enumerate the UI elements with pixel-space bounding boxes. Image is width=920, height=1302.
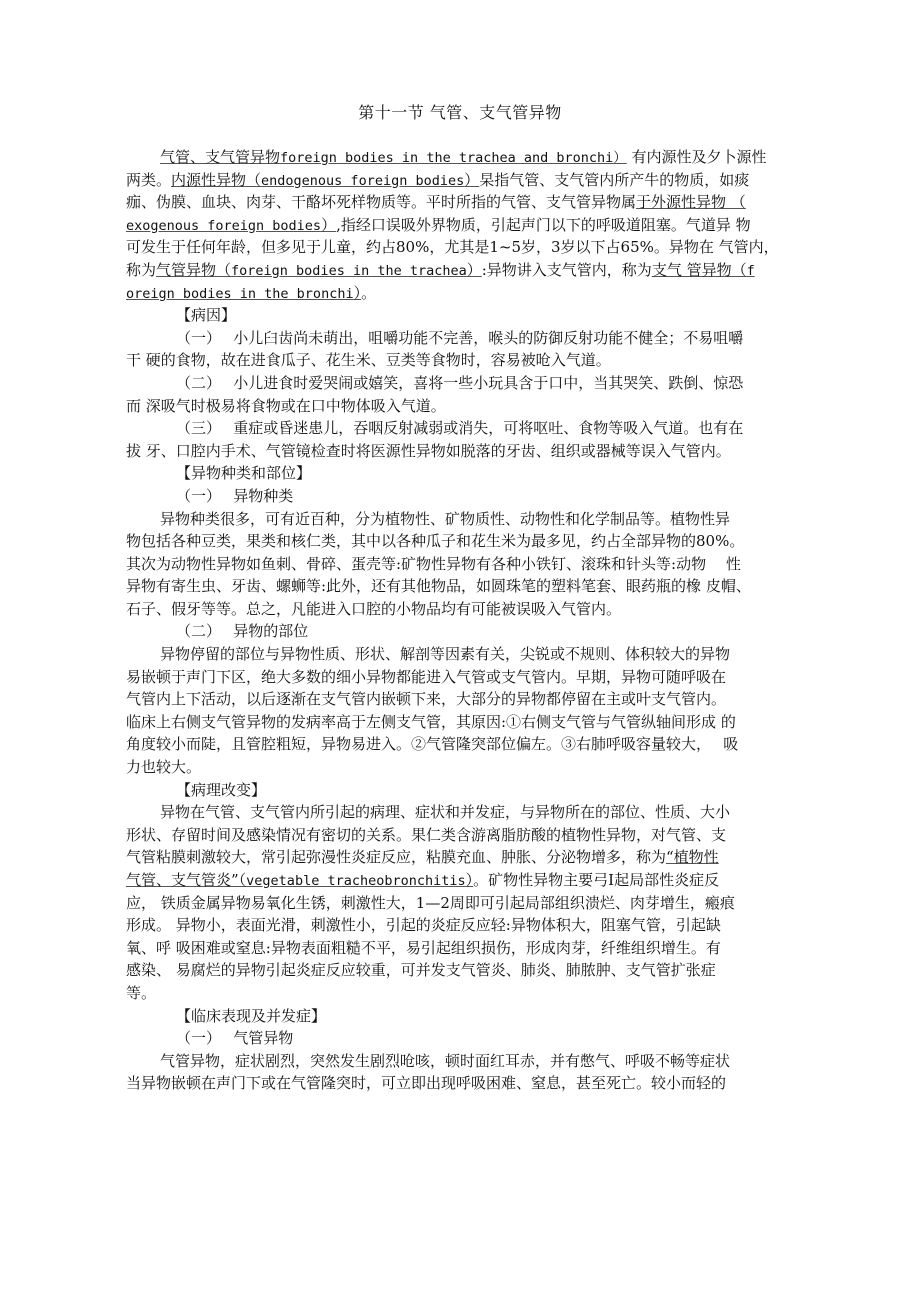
- text-line: [126, 417, 802, 440]
- text-run: 异物种类很多，可有近百种，分为植物性、矿物质性、动物性和化学制品等。植物性异: [160, 509, 731, 528]
- text-line: [126, 462, 802, 485]
- underlined-term: endogenous foreign bodies: [261, 172, 465, 189]
- text-run: 气管异物，症状剧烈，突然发生剧烈呛咳，顿时面红耳赤，并有憋气、呼吸不畅等症状: [160, 1051, 731, 1070]
- text-line: [126, 869, 802, 892]
- text-run: 气管粘膜刺激较大，常引起弥漫性炎症反应，粘膜充血、肿胀、分泌物增多，称为: [126, 848, 667, 867]
- text-run: 干 硬的食物，故在进食瓜子、花生米、豆类等食物时，容易被呛入气道。: [126, 351, 611, 370]
- text-run: （二） 异物的部位: [176, 622, 309, 641]
- text-line: [126, 779, 802, 802]
- text-run: （二） 小儿进食时爱哭闹或嬉笑，喜将一些小玩具含于口中，当其哭笑、跌倒、惊恐: [176, 373, 744, 392]
- text-line: [126, 982, 802, 1005]
- text-run: 称为: [126, 260, 157, 279]
- text-line: [126, 1027, 802, 1050]
- underlined-term: oreign bodies in the bronchi: [126, 285, 354, 302]
- text-run: 临床上右侧支气管异物的发病率高于左侧支气管，其原因:①右侧支气管与气管纵轴间形成 的: [126, 712, 736, 731]
- document-body: [126, 146, 802, 1095]
- underlined-term: ）: [353, 283, 362, 302]
- text-run: 异物停留的部位与异物性质、形状、解剖等因素有关，尖锐或不规则、体积较大的异物: [160, 645, 731, 664]
- text-line: [126, 711, 802, 734]
- underlined-term: f: [746, 262, 755, 279]
- text-run: 痂、伪膜、血块、肉芽、干酪坏死样物质等。平时所指的气管、支气管异物属: [126, 193, 637, 212]
- text-run: 物包括各种豆类，果类和核仁类，其中以各种瓜子和花生米为最多见，约占全部异物的80%。: [126, 532, 745, 551]
- text-run: 杲指气管、支气管内所产牛的物质，如痰: [479, 170, 750, 189]
- text-line: [126, 485, 802, 508]
- underlined-term: 内源性异物（: [171, 170, 262, 189]
- underlined-term: vegetable tracheobronchitis: [246, 873, 466, 889]
- text-line: [126, 937, 802, 960]
- text-run: 应， 铁质金属异物易氧化生锈，刺激性大，1—2周即可引起局部组织溃烂、肉芽增生，瘢痕: [126, 893, 735, 912]
- text-line: [126, 553, 802, 576]
- text-line: [126, 259, 802, 282]
- text-line: [126, 846, 802, 869]
- text-line: [126, 214, 802, 237]
- text-line: [126, 598, 802, 621]
- text-line: [126, 1050, 802, 1073]
- text-line: [126, 666, 802, 689]
- text-line: [126, 620, 802, 643]
- underlined-term: exogenous foreign bodies: [126, 217, 322, 234]
- text-line: [126, 191, 802, 214]
- underlined-term: foreign bodies in the trachea and bronchi）: [280, 150, 627, 166]
- text-line: [126, 892, 802, 915]
- text-run: （一） 气管异物: [176, 1029, 294, 1048]
- underlined-term: ）: [465, 871, 474, 889]
- underlined-term: 气管、支气管炎”（: [126, 871, 247, 889]
- text-line: [126, 508, 802, 531]
- text-run: 石子、假牙等等。总之，凡能进入口腔的小物品均有可能被误吸入气管内。: [126, 599, 622, 618]
- text-run: （一） 异物种类: [176, 486, 294, 505]
- text-run: :异物讲入支气管内，称为: [481, 260, 652, 279]
- text-line: [126, 756, 802, 779]
- underlined-term: ）: [466, 260, 482, 279]
- text-line: [126, 1072, 802, 1095]
- text-run: 易嵌顿于声门下区，绝大多数的细小异物都能进入气管或支气管内。早期，异物可随呼吸在: [126, 667, 727, 686]
- text-run: 有内源性及夕卜源性: [626, 148, 767, 166]
- text-line: [126, 236, 802, 259]
- text-run: 其次为动物性异物如鱼刺、骨碎、蛋壳等:矿物性异物有各种小铁钉、滚珠和针头等:动物 性: [126, 554, 741, 573]
- underlined-term: 气管、支气管异物: [160, 148, 281, 166]
- text-run: 形成。 异物小，表面光滑，刺激性小，引起的炎症反应轻:异物体积大，阻塞气管，引起缺: [126, 916, 721, 935]
- text-line: [126, 824, 802, 847]
- text-run: 可发生于任何年龄，但多见于儿童，约占80%，尤其是1~5岁，3岁以下占65%。异物在 气管内，: [126, 238, 779, 257]
- text-line: [126, 530, 802, 553]
- text-run: 【异物种类和部位】: [176, 464, 312, 483]
- text-run: （三） 重症或昏迷患儿，吞咽反射减弱或消失，可将呕吐、食物等吸入气道。也有在: [176, 419, 744, 438]
- text-line: [126, 395, 802, 418]
- text-run: 而 深吸气时极易将食物或在口中物体吸入气道。: [126, 396, 446, 415]
- text-line: [126, 169, 802, 192]
- underlined-term: ）: [464, 170, 480, 189]
- text-run: 等。: [126, 983, 157, 1002]
- text-line: [126, 282, 802, 305]
- text-line: [126, 959, 802, 982]
- text-run: 。矿物性异物主要弓I起局部性炎症反: [473, 871, 720, 889]
- text-run: 当异物嵌顿在声门下或在气管隆突时，可立即出现呼吸困难、窒息，甚至死亡。较小而轻的: [126, 1074, 727, 1093]
- text-run: 拔 牙、口腔内手术、气管镜检查时将医源性异物如脱落的牙齿、组织或器械等误入气管内。: [126, 441, 731, 460]
- text-line: [126, 914, 802, 937]
- text-run: 气管内上下活动，以后逐渐在支气管内嵌顿下来，大部分的异物都停留在主或叶支气管内。: [126, 690, 727, 709]
- text-line: [126, 643, 802, 666]
- text-run: 形状、存留时间及感染情况有密切的关系。果仁类含游离脂肪酸的植物性异物，对气管、支: [126, 825, 727, 844]
- text-run: 两类。: [126, 170, 172, 189]
- text-run: 感染、 易腐烂的异物引起炎症反应较重，可并发支气管炎、肺炎、肺脓肿、支气管扩张症: [126, 961, 716, 980]
- section-title: 第十一节 气管、支气管异物: [358, 103, 562, 122]
- underlined-term: 支气 管异物（: [651, 260, 747, 279]
- text-line: [126, 349, 802, 372]
- text-run: 。: [361, 283, 377, 302]
- text-run: 异物有寄生虫、牙齿、螺蛳等:此外，还有其他物品，如圆珠笔的塑料笔套、眼药瓶的橡 皮帽、: [126, 577, 751, 596]
- text-line: [126, 327, 802, 350]
- text-line: [126, 688, 802, 711]
- text-line: [126, 304, 802, 327]
- text-run: 【病理改变】: [176, 780, 267, 799]
- text-run: 氧、呼 吸困难或窒息:异物表面粗糙不平，易引起组织损伤，形成肉芽，纤维组织增生。有: [126, 938, 721, 957]
- text-line: [126, 1005, 802, 1028]
- text-line: [126, 372, 802, 395]
- underlined-term: ）: [321, 215, 337, 234]
- text-run: 力也较大。: [126, 758, 202, 777]
- text-line: [126, 440, 802, 463]
- underlined-term: foreign bodies in the trachea: [231, 262, 467, 279]
- underlined-term: “植物性: [666, 848, 719, 867]
- text-line: [126, 733, 802, 756]
- underlined-term: 于外源性异物 （: [636, 193, 746, 212]
- text-run: ,指经口误吸外界物质，引起声门以下的呼吸道阻塞。气道异 物: [336, 215, 751, 234]
- text-line: [126, 146, 802, 169]
- text-run: 异物在气管、支气管内所引起的病理、症状和并发症，与异物所在的部位、性质、大小: [160, 803, 731, 822]
- underlined-term: 气管异物（: [156, 260, 232, 279]
- text-line: [126, 575, 802, 598]
- text-run: 角度较小而陡，且管腔粗短，异物易进入。②气管隆突部位偏左。③右肺呼吸容量较大， 吸: [126, 735, 739, 754]
- text-run: 【临床表现及并发症】: [176, 1006, 327, 1025]
- text-run: 【病因】: [176, 306, 237, 325]
- text-line: [126, 801, 802, 824]
- text-run: （一） 小儿臼齿尚未萌出，咀嚼功能不完善，喉头的防御反射功能不健全；不易咀嚼: [176, 328, 744, 347]
